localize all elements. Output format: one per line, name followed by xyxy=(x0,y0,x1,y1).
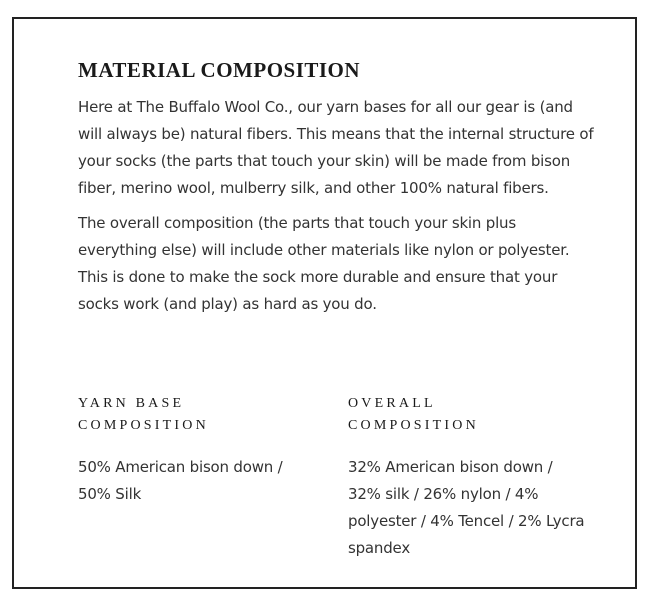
yarn-base-title: YARN BASE COMPOSITION xyxy=(78,396,209,433)
overall-title: OVERALL COMPOSITION xyxy=(348,396,479,433)
overall-paragraph: The overall composition (the parts that touch your skin plus everything else) will include other materials like nylon or polyester. This is done to make the sock more durable and ensure that your socks work (and play) as hard as you do. xyxy=(78,214,570,313)
overall-column xyxy=(348,393,618,562)
composition-columns xyxy=(78,393,618,562)
yarn-base-column xyxy=(78,393,348,562)
yarn-base-value: 50% American bison down / 50% Silk xyxy=(78,458,283,503)
section-heading: MATERIAL COMPOSITION xyxy=(78,58,361,82)
overall-value: 32% American bison down / 32% silk / 26% nylon / 4% polyester / 4% Tencel / 2% Lycra spandex xyxy=(348,458,585,557)
material-composition-panel xyxy=(12,17,637,589)
material-composition-content xyxy=(78,57,598,326)
intro-paragraph: Here at The Buffalo Wool Co., our yarn bases for all our gear is (and will always be) natural fibers. This means that the internal structure of your socks (the parts that touch your skin) will be made from bison fiber, merino wool, mulberry silk, and other 100% natural fibers. xyxy=(78,98,594,197)
